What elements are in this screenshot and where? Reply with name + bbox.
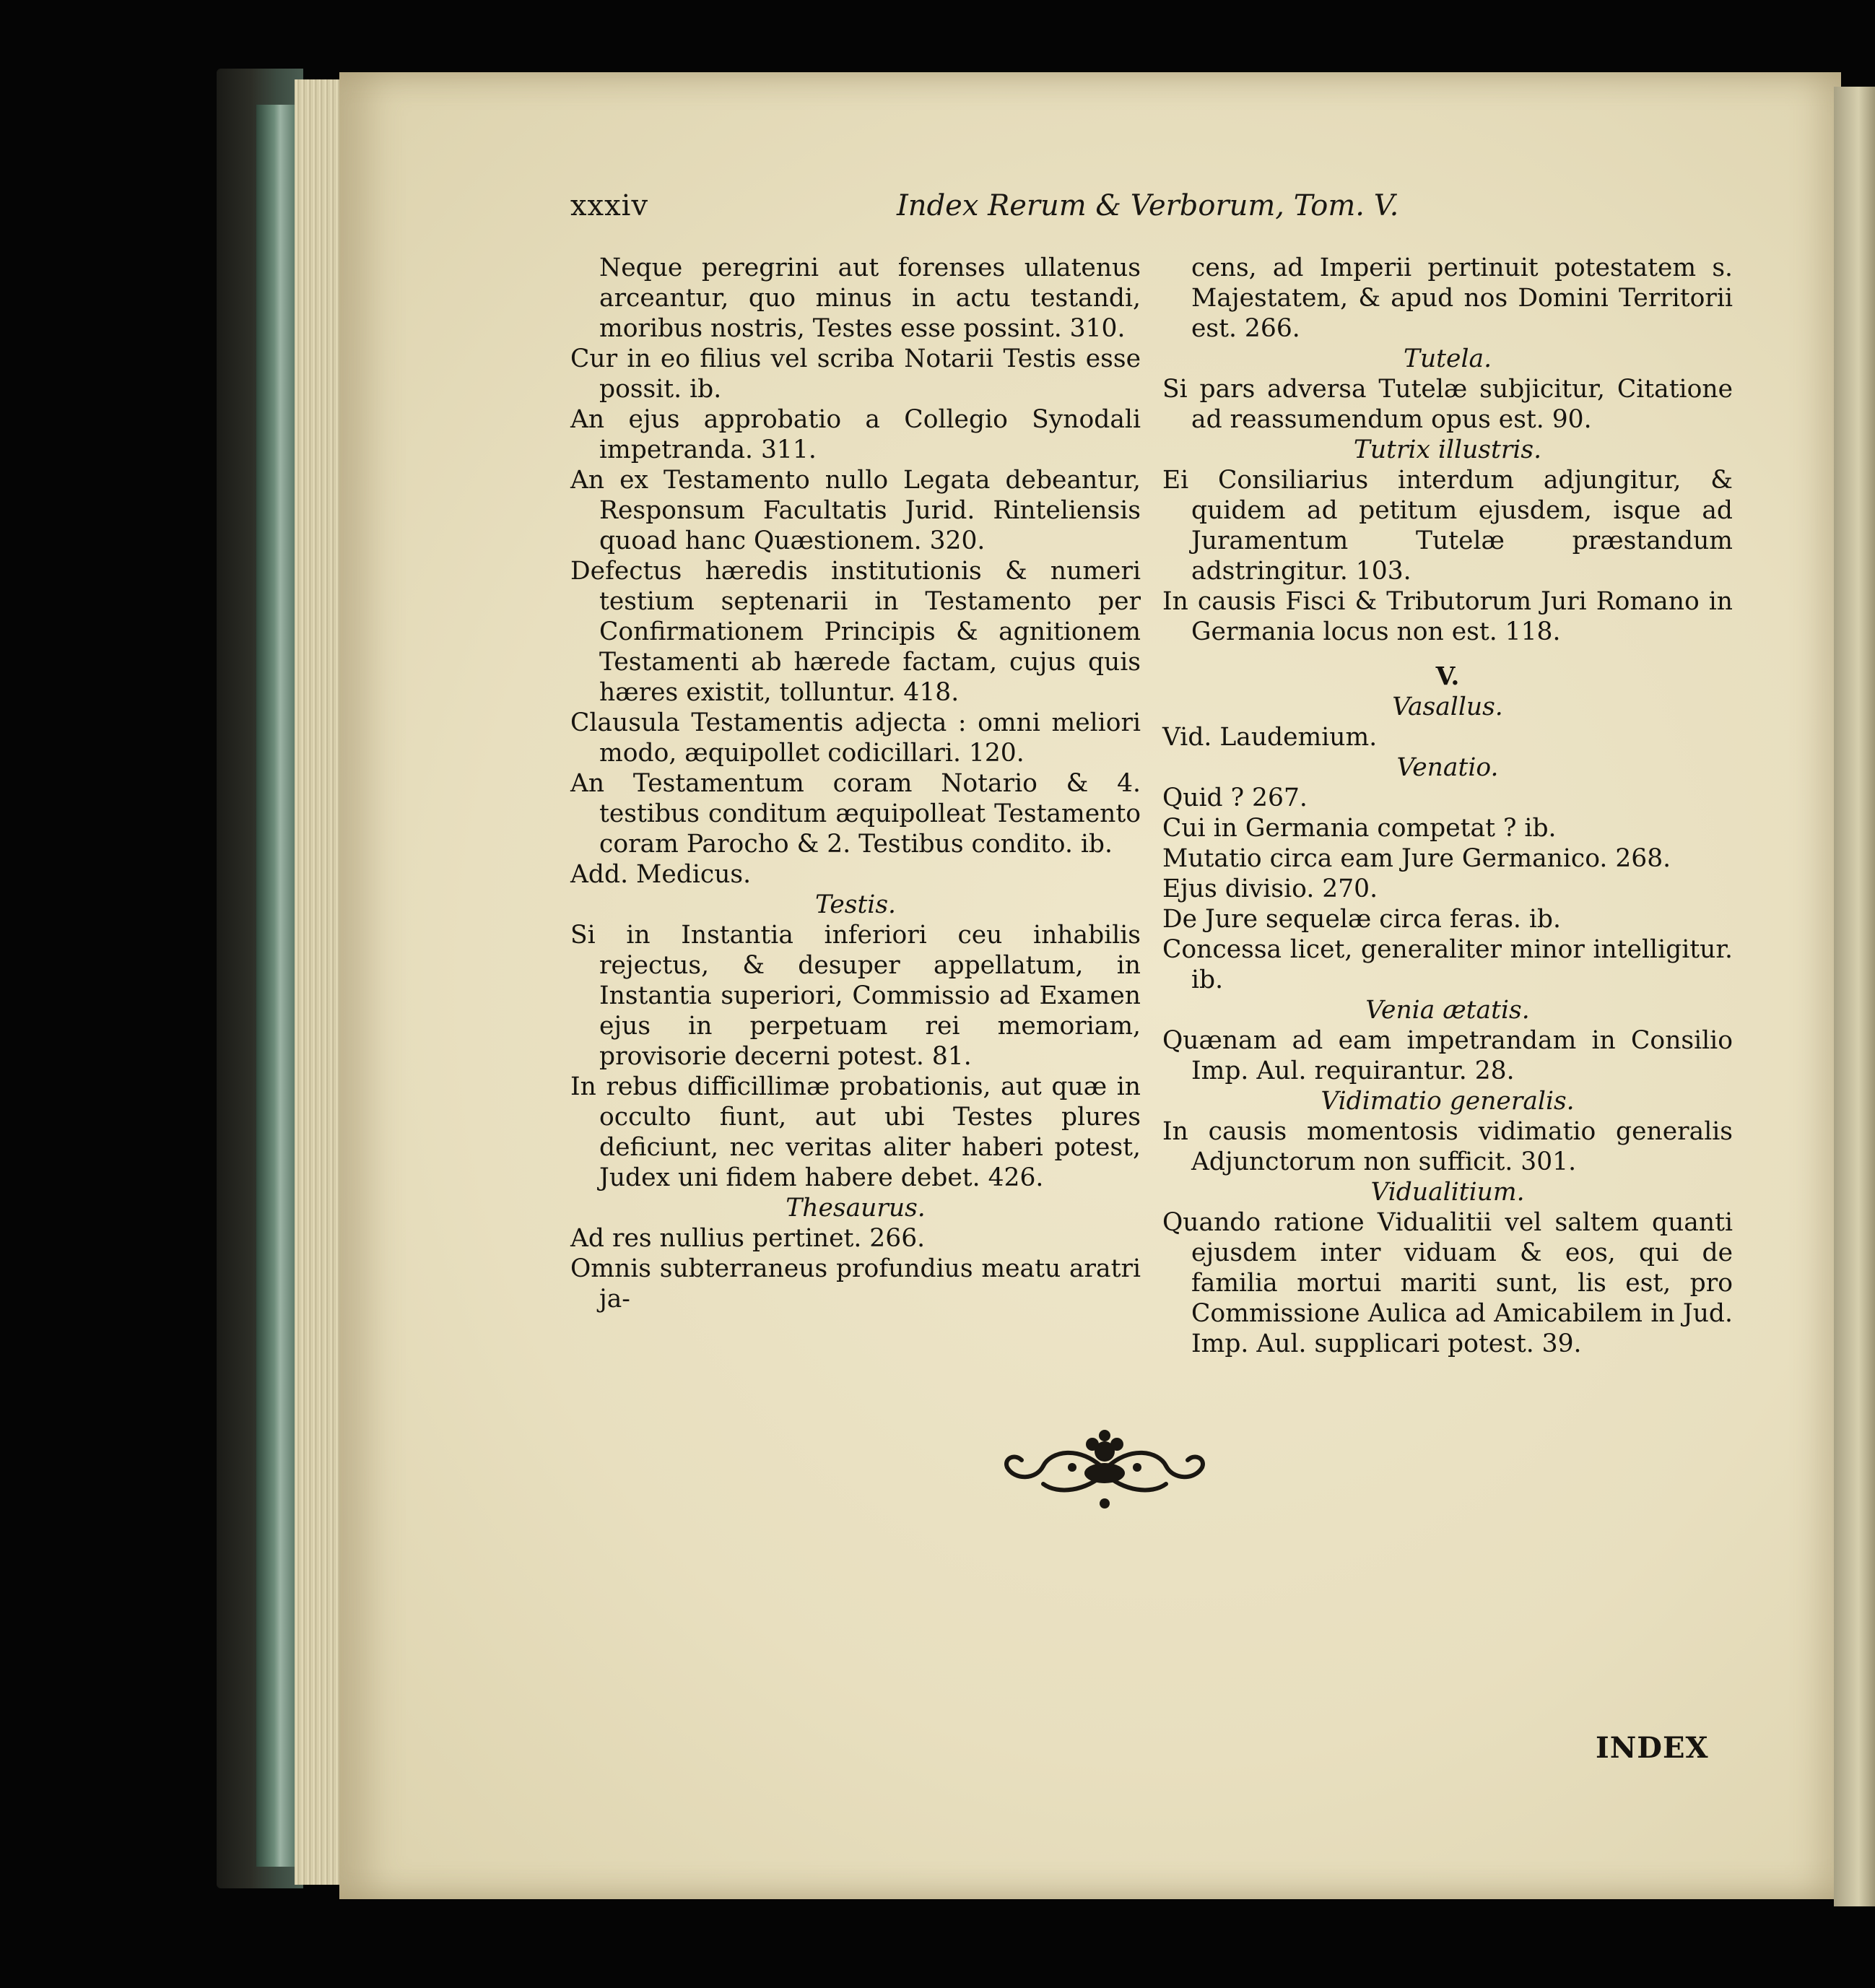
index-entry: Concessa licet, generaliter minor intelligitur. ib. [1162,935,1733,994]
index-entry: In rebus difficillimæ probationis, aut quæ in occulto fiunt, aut ubi Testes plures deficiunt, nec veritas aliter haberi potest, Judex uni fidem habere debet. 426. [570,1072,1141,1192]
index-heading: Tutrix illustris. [1353,435,1542,464]
index-entry: Mutatio circa eam Jure Germanico. 268. [1162,844,1671,873]
index-entry: In causis Fisci & Tributorum Juri Romano in Germania locus non est. 118. [1162,587,1733,646]
index-entry: In causis momentosis vidimatio generalis Adjunctorum non sufficit. 301. [1162,1117,1733,1176]
index-entry: Cui in Germania competat ? ib. [1162,814,1557,843]
index-entry: An ejus approbatio a Collegio Synodali impetranda. 311. [570,405,1141,464]
index-entry: Si pars adversa Tutelæ subjicitur, Citatione ad reassumendum opus est. 90. [1162,375,1733,434]
index-entry: Quænam ad eam impetrandam in Consilio Imp. Aul. requirantur. 28. [1162,1026,1733,1085]
page-number: xxxiv [570,189,649,222]
index-heading: Testis. [814,890,897,919]
index-entry: De Jure sequelæ circa feras. ib. [1162,905,1561,934]
catchword: INDEX [1596,1731,1709,1765]
index-entry: Ad res nullius pertinet. 266. [570,1224,926,1253]
running-title: Index Rerum & Verborum, Tom. V. [897,189,1399,222]
index-entry: Quando ratione Vidualitii vel saltem quanti ejusdem inter viduam & eos, qui de familia mortui mariti sunt, lis est, pro Commissione Aulica ad Amicabilem in Jud. Imp. Aul. supplicari potest. 39. [1162,1208,1733,1358]
index-entry: An Testamentum coram Notario & 4. testibus conditum æquipolleat Testamento coram Parocho & 2. Testibus condito. ib. [570,769,1141,859]
index-entry: Defectus hæredis institutionis & numeri testium septenarii in Testamento per Confirmationem Principis & agnitionem Testamenti ab hærede factam, cujus quis hæres existit, tolluntur. 418. [570,557,1141,707]
index-entry: Cur in eo filius vel scriba Notarii Testis esse possit. ib. [570,344,1141,404]
index-heading: Vidimatio generalis. [1321,1087,1575,1116]
left-column [570,253,1141,1314]
right-column [1162,253,1733,1359]
index-entry: Neque peregrini aut forenses ullatenus arceantur, quo minus in actu testandi, moribus nostris, Testes esse possint. 310. [599,253,1141,343]
index-heading: Tutela. [1403,344,1492,373]
index-entry: Si in Instantia inferiori ceu inhabilis rejectus, & desuper appellatum, in Instantia superiori, Commissio ad Examen ejus in perpetuam rei memoriam, provisorie decerni potest. 81. [570,921,1141,1071]
next-page-edge [1834,87,1875,1906]
index-entry: Vid. Laudemium. [1162,723,1378,752]
printer-ornament-icon [1000,1423,1209,1516]
index-heading: Vasallus. [1392,693,1503,721]
book-cover-strip [256,105,296,1867]
index-entry: Ejus divisio. 270. [1162,874,1378,903]
index-heading: Venatio. [1396,753,1499,782]
index-entry: cens, ad Imperii pertinuit potestatem s. Majestatem, & apud nos Domini Territorii est. 266. [1191,253,1733,343]
index-entry: Omnis subterraneus profundius meatu aratri ja- [570,1254,1141,1314]
index-heading: Thesaurus. [786,1194,926,1223]
index-entry: Ei Consiliarius interdum adjungitur, & quidem ad petitum ejusdem, isque ad Juramentum Tutelæ præstandum adstringitur. 103. [1162,466,1733,586]
page-header [570,189,1726,233]
index-heading: Vidualitium. [1370,1178,1525,1207]
index-entry: Quid ? 267. [1162,784,1308,812]
index-entry: An ex Testamento nullo Legata debeantur, Responsum Facultatis Jurid. Rinteliensis quoad hanc Quæstionem. 320. [570,466,1141,555]
index-heading: Venia ætatis. [1365,996,1530,1025]
index-entry: Clausula Testamentis adjecta : omni meliori modo, æquipollet codicillari. 120. [570,708,1141,768]
index-entry: Add. Medicus. [570,860,752,889]
section-letter: V. [1435,662,1460,691]
